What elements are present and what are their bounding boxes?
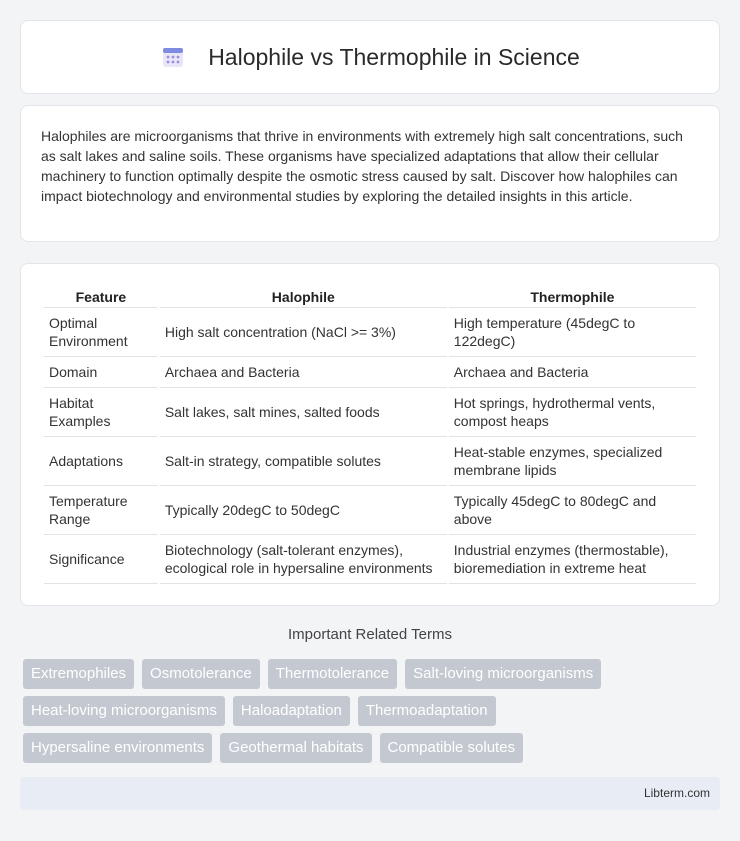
tag-hypersaline-environments[interactable]: Hypersaline environments: [23, 733, 212, 763]
thermophile-cell: Typically 45degC to 80degC and above: [449, 486, 696, 535]
thermophile-cell: Archaea and Bacteria: [449, 357, 696, 388]
halophile-cell: Archaea and Bacteria: [160, 357, 447, 388]
feature-cell: Optimal Environment: [44, 308, 158, 357]
tag-thermotolerance[interactable]: Thermotolerance: [268, 659, 397, 689]
table-row: [44, 486, 696, 535]
feature-cell: Temperature Range: [44, 486, 158, 535]
tag-row: [23, 696, 723, 726]
header-thermophile: Thermophile: [449, 284, 696, 308]
tag-osmotolerance[interactable]: Osmotolerance: [142, 659, 260, 689]
table-row: [44, 357, 696, 388]
header-halophile: Halophile: [160, 284, 447, 308]
footer-site-link[interactable]: Libterm.com: [643, 786, 710, 800]
thermophile-cell: Hot springs, hydrothermal vents, compost heaps: [449, 388, 696, 437]
page-title: Halophile vs Thermophile in Science: [208, 43, 580, 70]
tag-row: [23, 659, 723, 689]
halophile-cell: Salt-in strategy, compatible solutes: [160, 437, 447, 486]
table-row: [44, 308, 696, 357]
related-terms-tags: [23, 659, 723, 770]
halophile-cell: Biotechnology (salt-tolerant enzymes), ecological role in hypersaline environments: [160, 535, 447, 584]
thermophile-cell: Industrial enzymes (thermostable), bioremediation in extreme heat: [449, 535, 696, 584]
tag-salt-loving-microorganisms[interactable]: Salt-loving microorganisms: [405, 659, 601, 689]
feature-cell: Significance: [44, 535, 158, 584]
tag-haloadaptation[interactable]: Haloadaptation: [233, 696, 350, 726]
comparison-table-card: [20, 263, 720, 606]
thermophile-cell: High temperature (45degC to 122degC): [449, 308, 696, 357]
table-row: [44, 388, 696, 437]
feature-cell: Adaptations: [44, 437, 158, 486]
tag-heat-loving-microorganisms[interactable]: Heat-loving microorganisms: [23, 696, 225, 726]
related-terms-title: Important Related Terms: [288, 626, 452, 643]
table-header-row: [44, 284, 696, 308]
tag-thermoadaptation[interactable]: Thermoadaptation: [358, 696, 496, 726]
footer: [20, 777, 720, 810]
thermophile-cell: Heat-stable enzymes, specialized membrane lipids: [449, 437, 696, 486]
intro-paragraph: Halophiles are microorganisms that thrive in environments with extremely high salt concentrations, such as salt lakes and saline soils. These organisms have specialized adaptations that allow their cellular machinery to function optimally despite the osmotic stress caused by salt. Discover how halophiles can impact biotechnology and environmental studies by exploring the detailed insights in this article.: [41, 128, 683, 204]
header-feature: Feature: [44, 284, 158, 308]
halophile-cell: Salt lakes, salt mines, salted foods: [160, 388, 447, 437]
feature-cell: Habitat Examples: [44, 388, 158, 437]
calendar-grid-icon: [160, 44, 186, 70]
table-row: [44, 437, 696, 486]
title-wrap: [160, 44, 580, 71]
tag-compatible-solutes[interactable]: Compatible solutes: [380, 733, 524, 763]
tag-row: [23, 733, 723, 763]
intro-card: [20, 105, 720, 242]
table-row: [44, 535, 696, 584]
feature-cell: Domain: [44, 357, 158, 388]
comparison-table: [42, 284, 698, 584]
halophile-cell: Typically 20degC to 50degC: [160, 486, 447, 535]
tag-extremophiles[interactable]: Extremophiles: [23, 659, 134, 689]
halophile-cell: High salt concentration (NaCl >= 3%): [160, 308, 447, 357]
header-card: [20, 20, 720, 94]
tag-geothermal-habitats[interactable]: Geothermal habitats: [220, 733, 371, 763]
